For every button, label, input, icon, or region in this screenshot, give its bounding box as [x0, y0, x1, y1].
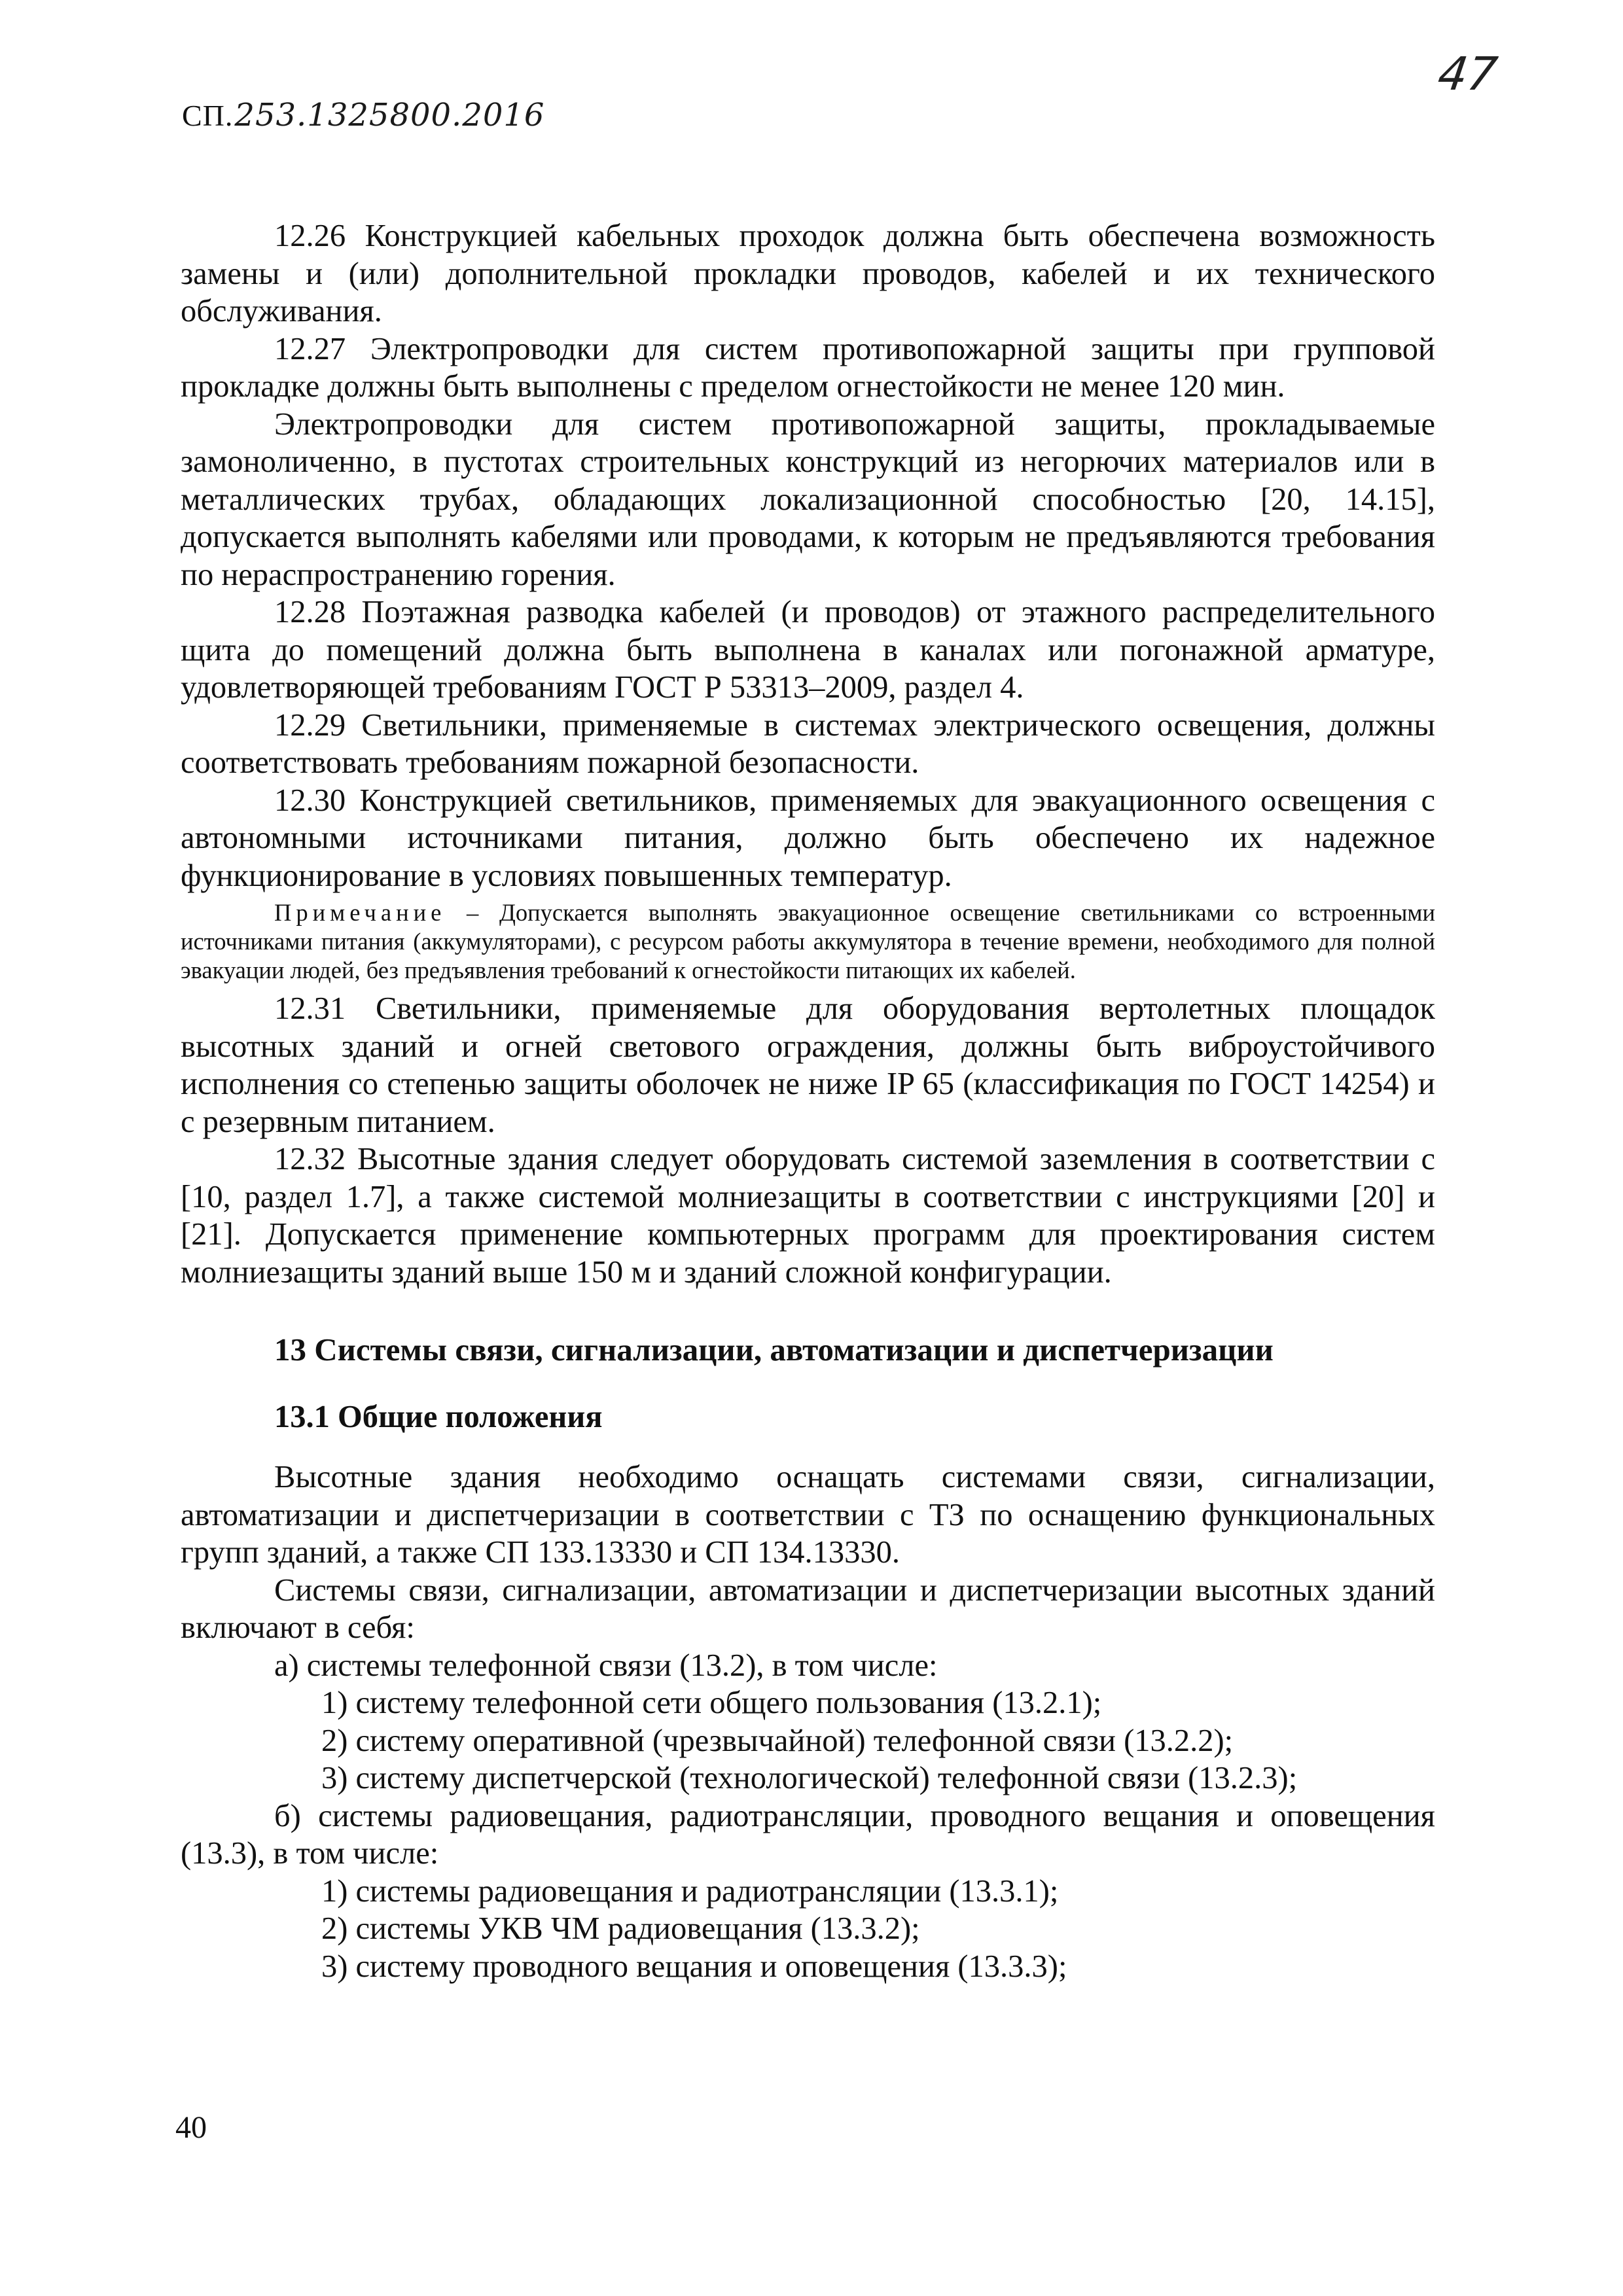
list-item-b: б) системы радиовещания, радиотрансляции, проводного вещания и оповещения (13.3), в том числе: [181, 1798, 1435, 1871]
page-number: 40 [175, 2110, 207, 2145]
list-item-b3: 3) систему проводного вещания и оповещения (13.3.3); [321, 1949, 1067, 1984]
list-item-a1: 1) систему телефонной сети общего пользования (13.2.1); [321, 1686, 1102, 1720]
paragraph-12-29: 12.29 Светильники, применяемые в системах электрического освещения, должны соответствовать требованиям пожарной безопасности. [181, 707, 1435, 780]
paragraph-13-1-systems: Системы связи, сигнализации, автоматизации и диспетчеризации высотных зданий включают в себя: [181, 1572, 1435, 1645]
document-code-printed: СП. [182, 99, 234, 132]
handwritten-page-number: 47 [1435, 47, 1501, 101]
paragraph-13-1-intro: Высотные здания необходимо оснащать системами связи, сигнализации, автоматизации и диспетчеризации в соответствии с ТЗ по оснащению функциональных групп зданий, а также СП 133.13330 и СП 134.13330. [181, 1460, 1435, 1570]
note-label: Примечание [274, 899, 446, 926]
document-code-header [182, 97, 544, 133]
note-block [181, 898, 1435, 985]
paragraph-12-30: 12.30 Конструкцией светильников, применяемых для эвакуационного освещения с автономными источниками питания, должно быть обеспечено их надежное функционирование в условиях повышенных температур. [181, 783, 1435, 893]
paragraph-12-27-cont: Электропроводки для систем противопожарной защиты, прокладываемые замоноличенно, в пустотах строительных конструкций из негорючих материалов или в металлических трубах, обладающих локализационной способностью [20, 14.15], допускается выполнять кабелями или проводами, к которым не предъявляются требования по нераспространению горения. [181, 406, 1435, 592]
paragraph-12-32: 12.32 Высотные здания следует оборудовать системой заземления в соответствии с [10, раздел 1.7], а также системой молниезащиты в соответствии с инструкциями [20] и [21]. Допускается применение компьютерных программ для проектирования систем молниезащиты зданий выше 150 м и зданий сложной конфигурации. [181, 1142, 1435, 1290]
list-item-a3: 3) систему диспетчерской (технологической) телефонной связи (13.2.3); [321, 1761, 1298, 1795]
paragraph-12-27: 12.27 Электропроводки для систем противопожарной защиты при групповой прокладке должны быть выполнены с пределом огнестойкости не менее 120 мин. [181, 331, 1435, 404]
subsection-heading-13-1: 13.1 Общие положения [274, 1400, 603, 1434]
list-item-b2: 2) системы УКВ ЧМ радиовещания (13.3.2); [321, 1911, 920, 1946]
list-item-b1: 1) системы радиовещания и радиотрансляции (13.3.1); [321, 1873, 1059, 1909]
document-code-handwritten: 253.1325800.2016 [234, 97, 545, 133]
paragraph-12-26: 12.26 Конструкцией кабельных проходок должна быть обеспечена возможность замены и (или) дополнительной прокладки проводов, кабелей и их технического обслуживания. [181, 219, 1435, 328]
document-body [181, 217, 1435, 1985]
paragraph-12-28: 12.28 Поэтажная разводка кабелей (и проводов) от этажного распределительного щита до помещений должна быть выполнена в каналах или погонажной арматуре, удовлетворяющей требованиям ГОСТ Р 53313–2009, раздел 4. [181, 595, 1435, 705]
section-heading-13: 13 Системы связи, сигнализации, автоматизации и диспетчеризации [274, 1332, 1274, 1368]
paragraph-12-31: 12.31 Светильники, применяемые для оборудования вертолетных площадок высотных зданий и огней светового ограждения, должны быть виброустойчивого исполнения со степенью защиты оболочек не ниже IP 65 (классификация по ГОСТ 14254) и с резервным питанием. [181, 991, 1435, 1139]
list-item-a2: 2) систему оперативной (чрезвычайной) телефонной связи (13.2.2); [321, 1723, 1234, 1758]
list-item-a: а) системы телефонной связи (13.2), в том числе: [274, 1648, 938, 1683]
note-text: – Допускается выполнять эвакуационное освещение светильниками со встроенными источниками питания (аккумуляторами), с ресурсом работы аккумулятора в течение времени, необходимого для полной эвакуации людей, без предъявления требований к огнестойкости питающих их кабелей. [181, 899, 1435, 983]
